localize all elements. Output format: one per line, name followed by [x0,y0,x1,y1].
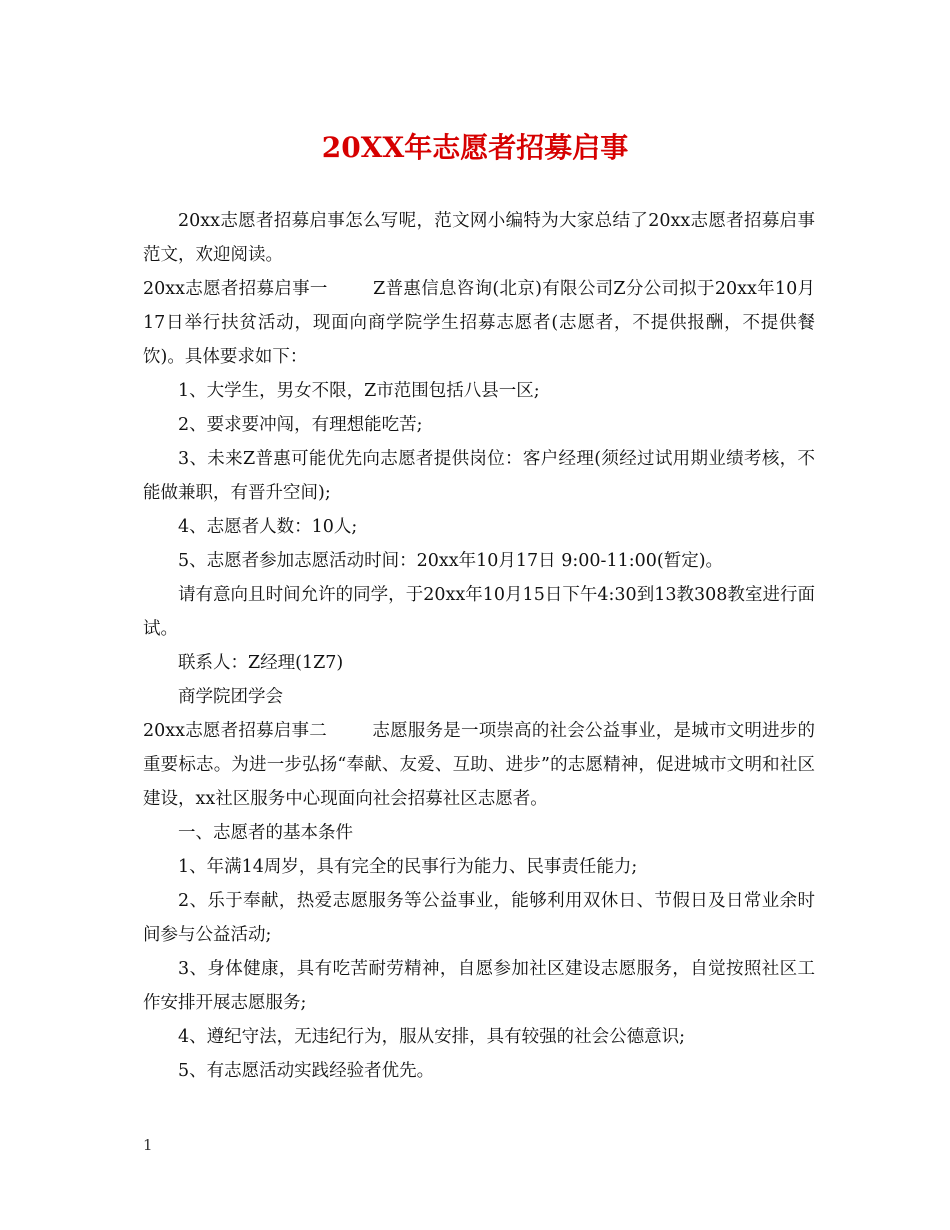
section1-item-2: 2、要求要冲闯，有理想能吃苦; [178,415,423,435]
section1-item-1: 1、大学生，男女不限，Z市范围包括八县一区; [178,381,540,401]
document-title: 20XX年志愿者招募启事 [321,131,629,164]
section2-item-5: 5、有志愿活动实践经验者优先。 [178,1061,435,1081]
intro-paragraph: 20xx志愿者招募启事怎么写呢，范文网小编特为大家总结了20xx志愿者招募启事范文，欢迎阅读。 [143,211,815,265]
section2-subheading: 一、志愿者的基本条件 [178,823,353,843]
section1-item-3: 3、未来Z普惠可能优先向志愿者提供岗位：客户经理(须经过试用期业绩考核，不能做兼职，有晋升空间); [143,449,815,503]
section1-text: Z普惠信息咨询(北京)有限公司Z分公司拟于20xx年10月17日举行扶贫活动，现面向商学院学生招募志愿者(志愿者，不提供报酬，不提供餐饮)。具体要求如下： [143,279,815,367]
document-body [143,204,815,1088]
section2-item-4: 4、遵纪守法，无违纪行为，服从安排，具有较强的社会公德意识; [178,1027,686,1047]
section2-paragraph [143,714,815,816]
section1-heading: 20xx志愿者招募启事一 [143,279,328,299]
page-number: 1 [143,1136,153,1154]
section1-paragraph [143,272,815,374]
section2-text: 志愿服务是一项崇高的社会公益事业，是城市文明进步的重要标志。为进一步弘扬“奉献、友爱、互助、进步”的志愿精神，促进城市文明和社区建设，xx社区服务中心现面向社会招募社区志愿者。 [143,721,815,809]
contact-line: 联系人：Z经理(1Z7) [178,653,344,673]
interview-paragraph: 请有意向且时间允许的同学，于20xx年10月15日下午4:30到13教308教室进行面试。 [143,585,815,639]
section2-item-2: 2、乐于奉献，热爱志愿服务等公益事业，能够利用双休日、节假日及日常业余时间参与公益活动; [143,891,815,945]
section2-item-3: 3、身体健康，具有吃苦耐劳精神，自愿参加社区建设志愿服务，自觉按照社区工作安排开展志愿服务; [143,959,815,1013]
organization-line: 商学院团学会 [178,687,283,707]
section2-heading: 20xx志愿者招募启事二 [143,721,327,741]
section1-item-4: 4、志愿者人数：10人; [178,517,358,537]
section1-item-5: 5、志愿者参加志愿活动时间：20xx年10月17日 9:00-11:00(暂定)。 [178,551,724,571]
section2-item-1: 1、年满14周岁，具有完全的民事行为能力、民事责任能力; [178,857,638,877]
